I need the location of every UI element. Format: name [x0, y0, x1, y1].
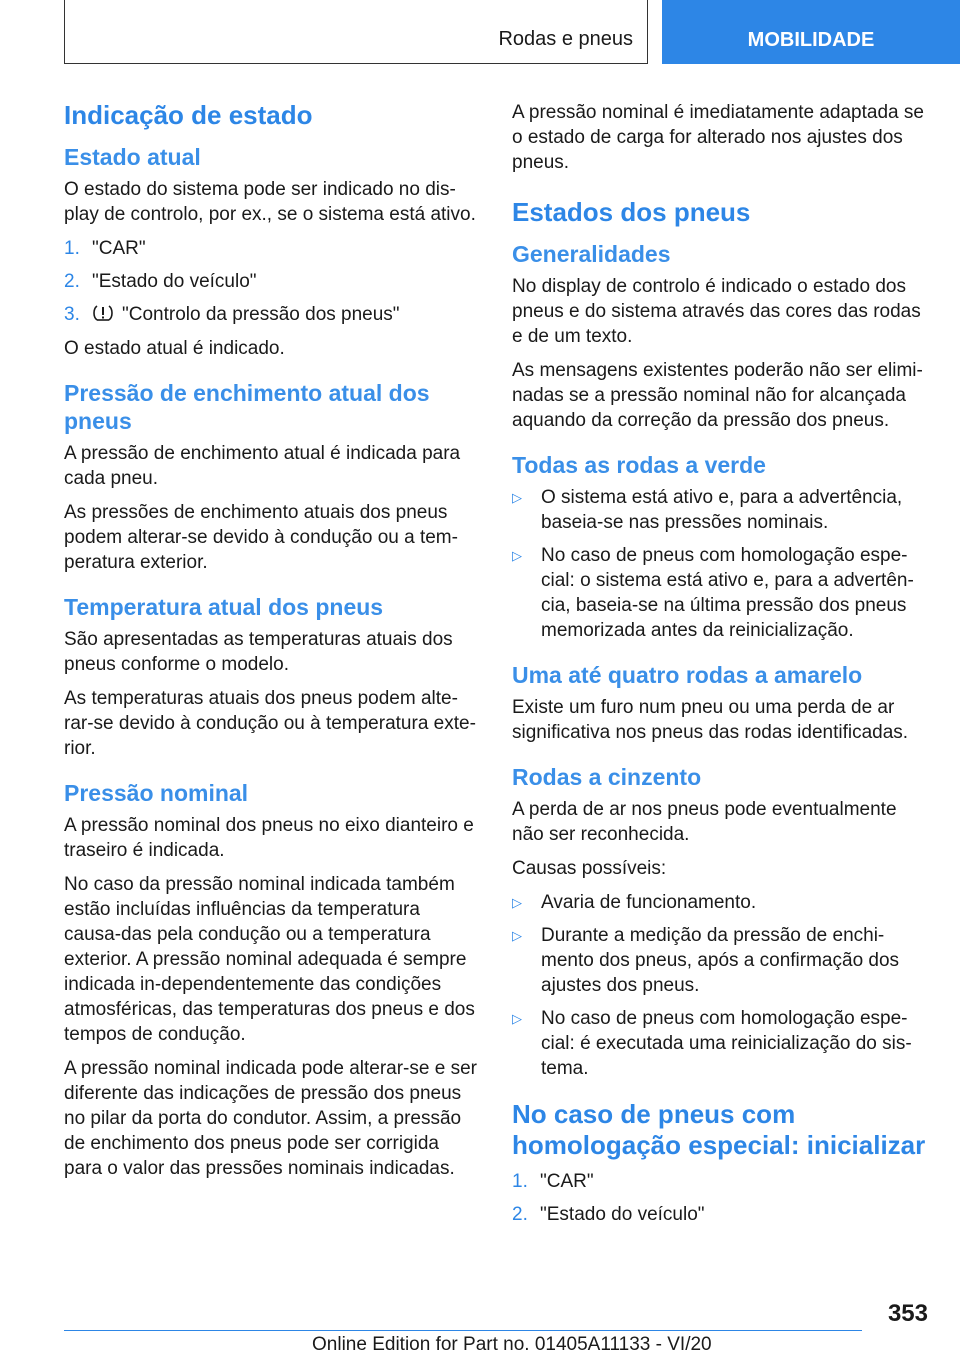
- step-number: 2.: [64, 271, 80, 292]
- bullet-list: [512, 890, 927, 1081]
- triangle-bullet-icon: ▷: [512, 895, 522, 910]
- heading-temperatura: Temperatura atual dos pneus: [64, 594, 384, 620]
- paragraph: As mensagens existentes poderão não ser elimi-nadas se a pressão nominal não for alcançada aquando da correção da pressão dos pneus.: [512, 360, 923, 431]
- step-text: "CAR": [540, 1171, 594, 1192]
- section-verde: [512, 451, 927, 643]
- step-number: 1.: [64, 238, 80, 259]
- bullet-text: No caso de pneus com homologação espe-cial: o sistema está ativo e, para a advertên-cia, baseia-se na última pressão dos pneus memorizada antes da reinicialização.: [541, 545, 914, 641]
- paragraph: As pressões de enchimento atuais dos pneus podem alterar-se devido à condução ou a tem-peratura exterior.: [64, 502, 458, 573]
- step-text: "Estado do veículo": [92, 271, 257, 292]
- step-item: [64, 302, 480, 327]
- bullet-text: O sistema está ativo e, para a advertência, baseia-se nas pressões nominais.: [541, 487, 903, 533]
- section-estado-atual: [64, 143, 480, 361]
- section-pressao-nominal: [64, 779, 480, 1181]
- section-title-inicializar: No caso de pneus com homologação especial: inicializar: [512, 1099, 926, 1160]
- left-column: [64, 100, 480, 1199]
- heading-verde: Todas as rodas a verde: [512, 452, 766, 478]
- bullet-item: [512, 890, 927, 915]
- bullet-item: [512, 485, 927, 535]
- header-chapter-tab[interactable]: MOBILIDADE: [662, 0, 960, 64]
- step-number: 3.: [64, 304, 80, 325]
- paragraph: Causas possíveis:: [512, 858, 667, 879]
- paragraph: A pressão nominal indicada pode alterar-se e ser diferente das indicações de pressão dos pneus no pilar da porta do condutor. Assim, a pressão de enchimento dos pneus pode ser corrigida para o valor das pressões nominais indicadas.: [64, 1058, 477, 1179]
- heading-cinzento: Rodas a cinzento: [512, 764, 702, 790]
- bullet-item: [512, 543, 927, 643]
- triangle-bullet-icon: ▷: [512, 548, 522, 563]
- triangle-bullet-icon: ▷: [512, 490, 522, 505]
- step-item: [512, 1202, 927, 1227]
- paragraph: Existe um furo num pneu ou uma perda de ar significativa nos pneus das rodas identificadas.: [512, 697, 909, 743]
- bullet-list: [512, 485, 927, 643]
- section-temperatura: [64, 593, 480, 761]
- section-inicializar: [512, 1099, 927, 1227]
- paragraph: No display de controlo é indicado o estado dos pneus e do sistema através das cores das rodas e de um texto.: [512, 276, 921, 347]
- step-text: "Estado do veículo": [540, 1204, 705, 1225]
- paragraph: São apresentadas as temperaturas atuais dos pneus conforme o modelo.: [64, 629, 453, 675]
- section-cinzento: [512, 763, 927, 1081]
- paragraph: O estado do sistema pode ser indicado no dis-play de controlo, por ex., se o sistema está ativo.: [64, 179, 476, 225]
- heading-pressao-atual: Pressão de enchimento atual dos pneus: [64, 380, 430, 434]
- heading-estado-atual: Estado atual: [64, 144, 201, 170]
- header-section-title: Rodas e pneus: [498, 28, 633, 50]
- footer-edition: Online Edition for Part no. 01405A11133 - VI/20: [312, 1334, 712, 1355]
- header-frame: [64, 0, 648, 64]
- step-number: 1.: [512, 1171, 528, 1192]
- page-number: 353: [887, 1300, 928, 1327]
- section-title-estados: Estados dos pneus: [512, 197, 751, 227]
- step-text: "Controlo da pressão dos pneus": [122, 304, 400, 325]
- paragraph: A pressão de enchimento atual é indicada para cada pneu.: [64, 443, 461, 489]
- paragraph: No caso da pressão nominal indicada também estão incluídas influências da temperatura causa-das pela condução ou a temperatura exterior. A pressão nominal adequada é sempre indicada in-dependentemente das condições atmosféricas, das temperaturas dos pneus e dos tempos de condução.: [64, 874, 475, 1045]
- triangle-bullet-icon: ▷: [512, 928, 522, 943]
- paragraph: A perda de ar nos pneus pode eventualmente não ser reconhecida.: [512, 799, 897, 845]
- heading-generalidades: Generalidades: [512, 241, 671, 267]
- heading-amarelo: Uma até quatro rodas a amarelo: [512, 662, 863, 688]
- step-text: "CAR": [92, 238, 146, 259]
- section-title-indicacao: Indicação de estado: [64, 100, 313, 130]
- right-column: [512, 100, 927, 1245]
- triangle-bullet-icon: ▷: [512, 1011, 522, 1026]
- heading-pressao-nominal: Pressão nominal: [64, 780, 249, 806]
- step-number: 2.: [512, 1204, 528, 1225]
- bullet-item: [512, 1006, 927, 1081]
- step-item: [64, 236, 480, 261]
- step-item: [64, 269, 480, 294]
- steps-list: [64, 236, 480, 327]
- paragraph: O estado atual é indicado.: [64, 338, 285, 359]
- section-pressao-atual: [64, 379, 480, 575]
- section-amarelo: [512, 661, 927, 745]
- paragraph: A pressão nominal é imediatamente adaptada se o estado de carga for alterado nos ajustes dos pneus.: [512, 102, 924, 173]
- footer-divider: [64, 1330, 862, 1331]
- bullet-text: No caso de pneus com homologação espe-cial: é executada uma reinicialização do sis-tema.: [541, 1008, 912, 1079]
- bullet-item: [512, 923, 927, 998]
- paragraph: A pressão nominal dos pneus no eixo dianteiro e traseiro é indicada.: [64, 815, 474, 861]
- section-generalidades: [512, 240, 927, 433]
- bullet-text: Durante a medição da pressão de enchi-mento dos pneus, após a confirmação dos ajustes dos pneus.: [541, 925, 900, 996]
- tire-pressure-warning-icon: [92, 304, 114, 322]
- steps-list: [512, 1169, 927, 1227]
- step-item: [512, 1169, 927, 1194]
- bullet-text: Avaria de funcionamento.: [541, 892, 757, 913]
- paragraph: As temperaturas atuais dos pneus podem alte-rar-se devido à condução ou à temperatura exte-rior.: [64, 688, 476, 759]
